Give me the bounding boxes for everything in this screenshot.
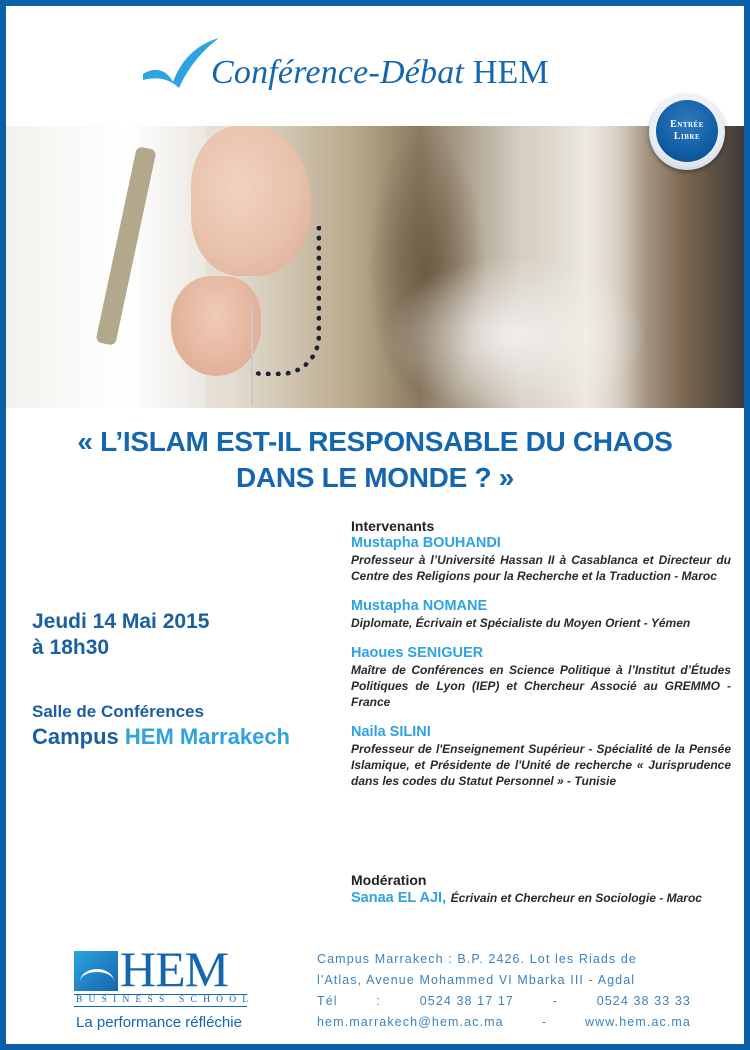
speaker-item (351, 598, 731, 631)
venue-room: Salle de Conférences (32, 702, 204, 721)
website-link[interactable]: www.hem.ac.ma (584, 1015, 691, 1029)
campus-prefix: Campus (32, 724, 119, 749)
event-series-title (211, 54, 549, 92)
phone-label: Tél (317, 994, 338, 1008)
free-entry-badge (649, 94, 725, 170)
title-italic: Conférence-Débat (211, 54, 465, 91)
speaker-description: Professeur de l'Enseignement Supérieur - Spécialité de la Pensée Islamique, et Présidente de l'Unité de recherche « Jurisprudence dans les codes du Statut Personnel » - Tunisie (351, 742, 731, 788)
hem-tagline: La performance réfléchie (76, 1014, 242, 1031)
address-line-2 (317, 970, 691, 991)
badge-inner (656, 100, 718, 162)
speaker-description: Professeur à l’Université Hassan II à Casablanca et Directeur du Centre des Religions pour la Recherche et la Traduction - Maroc (351, 553, 731, 583)
speaker-item (351, 645, 731, 710)
speaker-name: Haoues SENIGUER (351, 645, 484, 661)
question-line-1: « L’ISLAM EST-IL RESPONSABLE DU CHAOS (77, 426, 673, 457)
contact-block (317, 949, 691, 1033)
title-brand: HEM (472, 54, 549, 91)
speaker-description: Maître de Conférences en Science Politique à l’Institut d’Études Politiques de Lyon (IEP) et Chercheur Associé au GREMMO - France (351, 663, 731, 709)
hero-photo (6, 126, 744, 408)
badge-line2: Libre (673, 131, 701, 142)
lower-hand (171, 276, 261, 376)
header (6, 6, 744, 121)
phone-line (317, 991, 691, 1012)
white-robe-sleeve (6, 126, 206, 408)
moderator-name: Sanaa EL AJI, (351, 890, 447, 906)
badge-line1: Entrée (670, 119, 704, 130)
speaker-name: Mustapha NOMANE (351, 598, 488, 614)
moderator-line (351, 889, 741, 907)
beads-tassel (251, 306, 253, 406)
moderation-section (351, 872, 741, 907)
hem-logo-mark-icon (74, 951, 118, 991)
checkmark-swoosh-icon (141, 36, 221, 91)
event-venue (32, 701, 290, 751)
phone-dash: - (552, 994, 558, 1008)
debate-question (6, 424, 744, 496)
speaker-item (351, 535, 731, 584)
question-line-2: DANS LE MONDE ? » (235, 462, 515, 493)
prayer-beads-icon (251, 226, 321, 376)
address-text: l'Atlas, Avenue Mohammed VI Mbarka III - Agdal (317, 973, 636, 987)
hem-logo-subtitle: BUSINESS SCHOOL (76, 995, 255, 1005)
campus-name: HEM Marrakech (124, 724, 290, 749)
background-column-blur (526, 126, 646, 408)
speaker-name: Mustapha BOUHANDI (351, 535, 501, 551)
web-dash: - (541, 1015, 547, 1029)
venue-campus (32, 723, 290, 751)
speaker-description: Diplomate, Écrivain et Spécialiste du Moyen Orient - Yémen (351, 616, 691, 630)
speaker-item (351, 724, 731, 789)
moderation-heading: Modération (351, 872, 427, 888)
hem-logo-word: HEM (120, 941, 229, 997)
phone-number-1: 0524 38 17 17 (419, 994, 514, 1008)
address-text: Campus Marrakech : B.P. 2426. Lot les Riads de (317, 952, 637, 966)
event-date: Jeudi 14 Mai 2015 (32, 610, 210, 633)
hem-business-school-logo (74, 941, 255, 1008)
phone-number-2: 0524 38 33 33 (596, 994, 691, 1008)
web-line (317, 1012, 691, 1033)
event-time: à 18h30 (32, 636, 110, 659)
address-line-1 (317, 949, 691, 970)
speakers-heading: Intervenants (351, 518, 435, 534)
phone-sep: : (376, 994, 381, 1008)
speaker-name: Naila SILINI (351, 724, 431, 740)
email-link[interactable]: hem.marrakech@hem.ac.ma (317, 1015, 504, 1029)
event-datetime (32, 609, 209, 661)
moderator-description: Écrivain et Chercheur en Sociologie - Maroc (450, 891, 702, 905)
speakers-section (351, 518, 731, 803)
